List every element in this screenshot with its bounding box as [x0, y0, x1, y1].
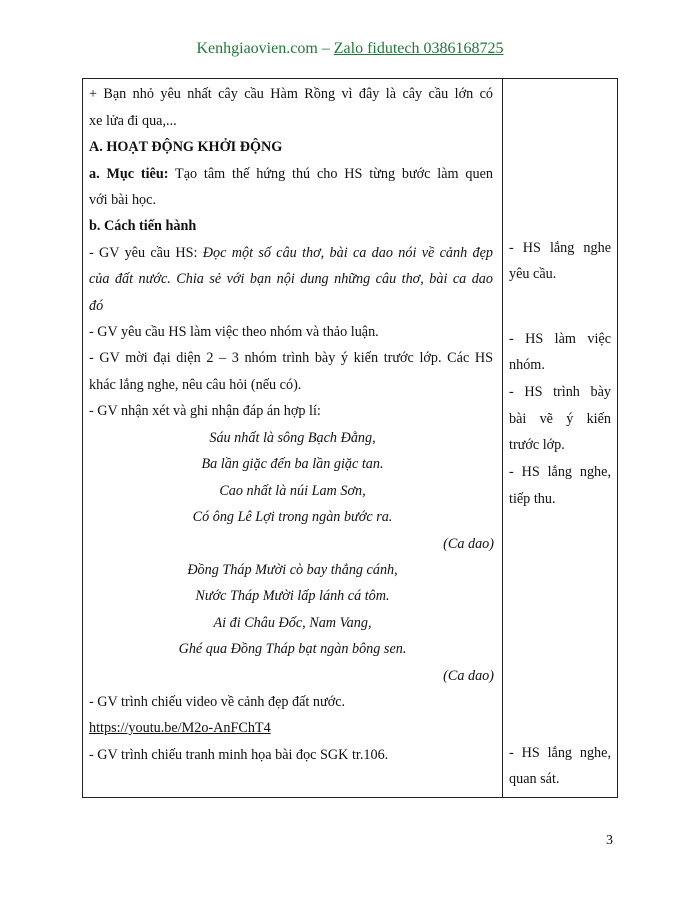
step-line: - GV trình chiếu video về cảnh đẹp đất nước.	[89, 694, 346, 710]
student-activity: trước lớp.	[509, 437, 565, 453]
student-activity: - HS lắng nghe,	[509, 464, 611, 480]
header-separator: –	[321, 40, 330, 57]
student-activity: bài vẽ ý kiến	[509, 411, 611, 427]
page-header	[0, 40, 700, 58]
student-activity: - HS làm việc	[509, 331, 611, 347]
poem-line: Có ông Lê Lợi trong ngàn bước ra.	[192, 509, 393, 525]
poem-line: Ai đi Châu Đốc, Nam Vang,	[213, 615, 372, 631]
poem-line: Ghé qua Đồng Tháp bạt ngàn bông sen.	[178, 641, 407, 657]
poem-line: Ba lần giặc đến ba lần giặc tan.	[201, 456, 384, 472]
student-activity: tiếp thu.	[509, 491, 556, 507]
poem-source: (Ca dao)	[443, 536, 494, 552]
page-number: 3	[606, 833, 613, 848]
goal-label: a. Mục tiêu:	[89, 166, 169, 182]
student-activity: quan sát.	[509, 771, 560, 787]
student-activity: nhóm.	[509, 357, 545, 373]
step-line: khác lắng nghe, nêu câu hỏi (nếu có).	[89, 377, 302, 393]
column-divider	[502, 79, 503, 797]
poem-line: Sáu nhất là sông Bạch Đằng,	[209, 430, 376, 446]
method-title: b. Cách tiến hành	[89, 218, 197, 234]
step-line: - GV mời đại diện 2 – 3 nhóm trình bày ý kiến trước lớp. Các HS	[89, 350, 493, 366]
poem-line: Đồng Tháp Mười cò bay thẳng cánh,	[187, 562, 398, 578]
poem-line: Nước Tháp Mười lấp lánh cá tôm.	[195, 588, 390, 604]
student-activity: - HS lắng nghe,	[509, 745, 611, 761]
contact-link[interactable]: Zalo fidutech 0386168725	[333, 40, 504, 57]
step-line: - GV trình chiếu tranh minh họa bài đọc SGK tr.106.	[89, 747, 389, 763]
step-line: - GV yêu cầu HS làm việc theo nhóm và thảo luận.	[89, 324, 379, 340]
step1-text: của đất nước. Chia sẻ với bạn nội dung những câu thơ, bài ca dao	[89, 271, 493, 287]
poem-source: (Ca dao)	[443, 668, 494, 684]
lesson-table	[82, 78, 618, 798]
step1-text: đó	[89, 298, 104, 314]
student-activity: yêu cầu.	[509, 266, 557, 282]
step1-prefix: - GV yêu cầu HS:	[89, 245, 198, 261]
student-activity: - HS trình bày	[509, 384, 611, 400]
step-line	[89, 244, 493, 262]
intro-line: + Bạn nhỏ yêu nhất cây cầu Hàm Rồng vì đây là cây cầu lớn có	[89, 86, 493, 102]
goal-line	[89, 165, 493, 183]
goal-text: Tạo tâm thế hứng thú cho HS từng bước làm quen	[175, 166, 493, 182]
section-title: A. HOẠT ĐỘNG KHỞI ĐỘNG	[89, 139, 283, 155]
poem-line: Cao nhất là núi Lam Sơn,	[219, 483, 366, 499]
goal-text: với bài học.	[89, 192, 156, 208]
site-name: Kenhgiaovien.com	[196, 40, 318, 57]
video-link[interactable]: https://youtu.be/M2o-AnFChT4	[89, 720, 271, 736]
step1-text: Đọc một số câu thơ, bài ca dao nói về cảnh đẹp	[202, 245, 494, 261]
intro-line: xe lửa đi qua,...	[89, 113, 177, 129]
student-activity: - HS lắng nghe	[509, 240, 611, 256]
step-line: - GV nhận xét và ghi nhận đáp án hợp lí:	[89, 403, 321, 419]
